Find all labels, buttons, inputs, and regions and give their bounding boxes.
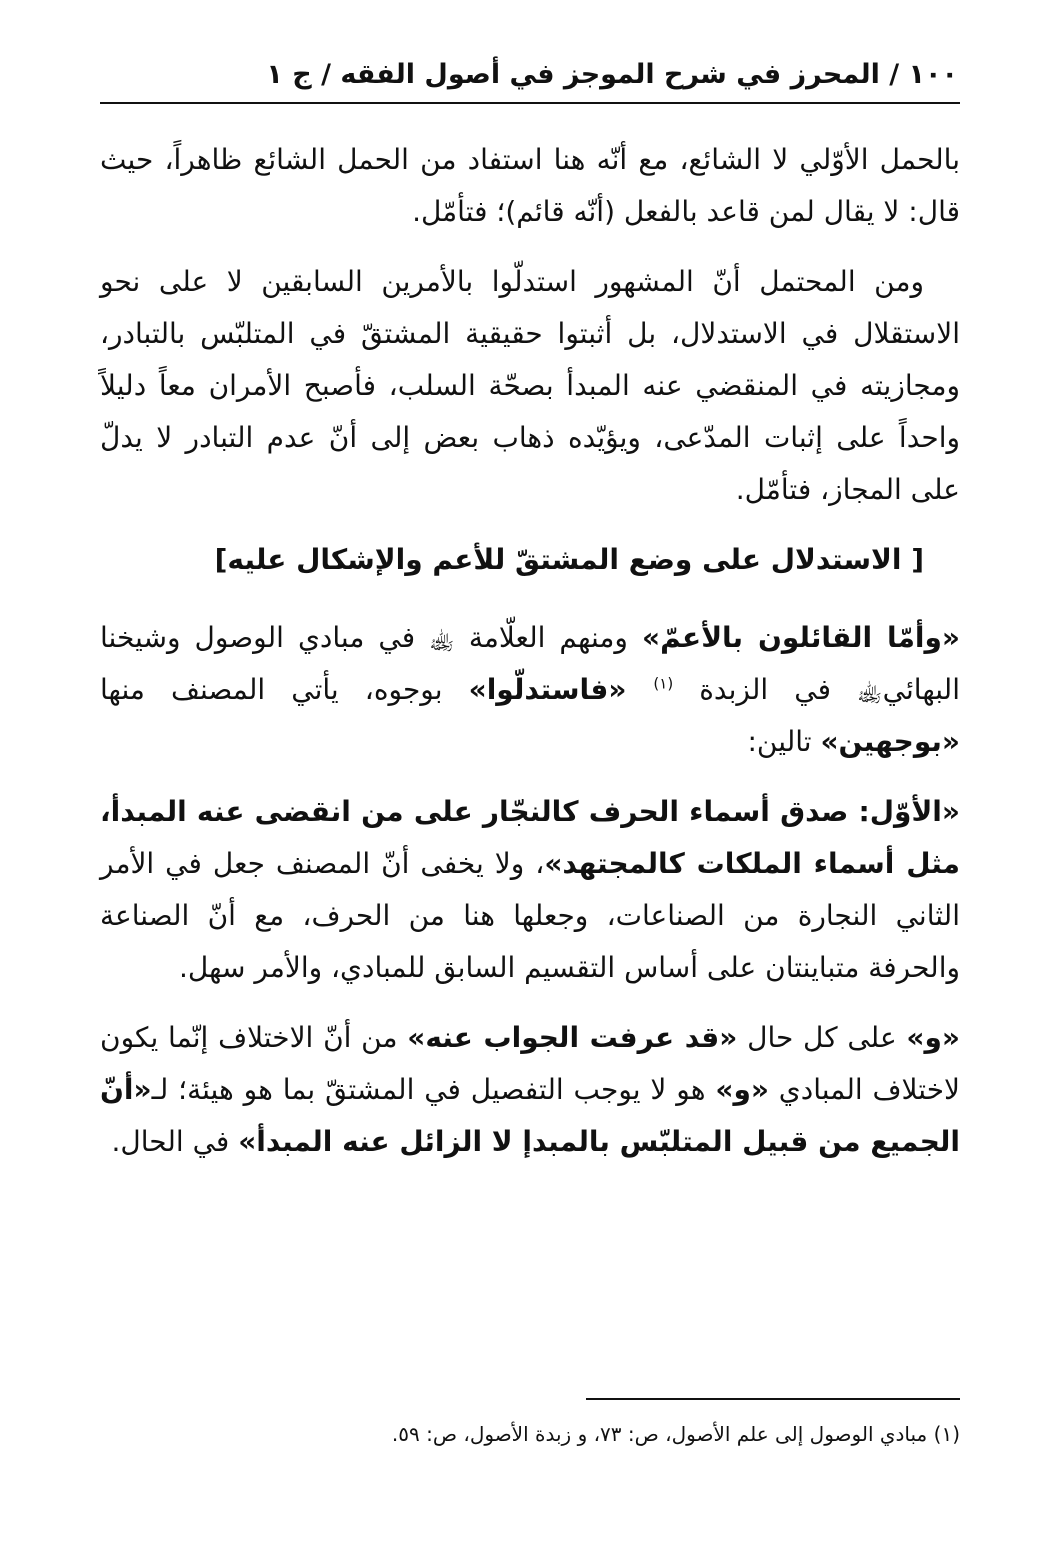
header-rule	[100, 102, 960, 104]
text-segment: بوجوه، يأتي المصنف منها	[100, 673, 469, 706]
text-segment: في الحال.	[111, 1125, 239, 1158]
running-head: ١٠٠ / المحرز في شرح الموجز في أصول الفقه / ج ١	[266, 59, 958, 90]
text-segment: من أنّ الاختلاف إنّما يكون لاختلاف المبادي	[100, 1021, 960, 1106]
quote-al-awwal: «الأوّل: صدق أسماء الحرف كالنجّار على من انقضى عنه المبدأ، مثل أسماء الملكات كالمجتهد»	[100, 795, 960, 880]
quote-qad-arafta: «قد عرفت الجواب عنه»	[407, 1021, 738, 1054]
page	[100, 50, 960, 1168]
paragraph-5	[100, 1012, 960, 1168]
quote-qailun: «وأمّا القائلون بالأعمّ»	[642, 621, 960, 654]
quote-fastadallu: «فاستدلّوا»	[468, 673, 654, 706]
text-segment: تالين:	[747, 725, 821, 758]
quote-bi-wajhayn: «بوجهين»	[820, 725, 960, 758]
text-segment: ، ولا يخفى أنّ المصنف جعل في الأمر الثاني النجارة من الصناعات، وجعلها هنا من الحرف، مع أنّ الصناعة والحرفة متباينتان على أساس التقسيم السابق للمبادي، والأمر سهل.	[100, 847, 960, 984]
paragraph-3	[100, 612, 960, 768]
paragraph-4	[100, 786, 960, 994]
body-text	[100, 134, 960, 1168]
footnote-rule	[586, 1398, 960, 1400]
quote-waw: «و»	[906, 1021, 960, 1054]
quote-al-jami: «أنّ الجميع من قبيل المتلبّس بالمبدإ لا الزائل عنه المبدأ»	[100, 1073, 960, 1158]
footnote-reference: (١)	[653, 674, 674, 693]
section-heading: [ الاستدلال على وضع المشتقّ للأعم والإشكال عليه]	[214, 543, 924, 576]
text-segment: على كل حال	[737, 1021, 907, 1054]
quote-waw-2: «و»	[715, 1073, 769, 1106]
text-segment: ومنهم العلّامة ﵀ في مبادي الوصول وشيخنا البهائي﵀ في الزبدة	[100, 621, 960, 706]
paragraph-2: ومن المحتمل أنّ المشهور استدلّوا بالأمرين السابقين لا على نحو الاستقلال في الاستدلال، بل أثبتوا حقيقية المشتقّ في المتلبّس بالتبادر، ومجازيته في المنقضي عنه المبدأ بصحّة السلب، فأصبح الأمران معاً دليلاً واحداً على إثبات المدّعى، ويؤيّده ذهاب بعض إلى أنّ عدم التبادر لا يدلّ على المجاز، فتأمّل.	[100, 265, 960, 506]
text-segment: هو لا يوجب التفصيل في المشتقّ بما هو هيئة؛ لـ	[151, 1073, 716, 1106]
footnote: (١) مبادي الوصول إلى علم الأصول، ص: ٧٣، و زبدة الأصول، ص: ٥٩.	[391, 1422, 960, 1446]
paragraph-1: بالحمل الأوّلي لا الشائع، مع أنّه هنا استفاد من الحمل الشائع ظاهراً، حيث قال: لا يقال لمن قاعد بالفعل (أنّه قائم)؛ فتأمّل.	[100, 143, 960, 228]
